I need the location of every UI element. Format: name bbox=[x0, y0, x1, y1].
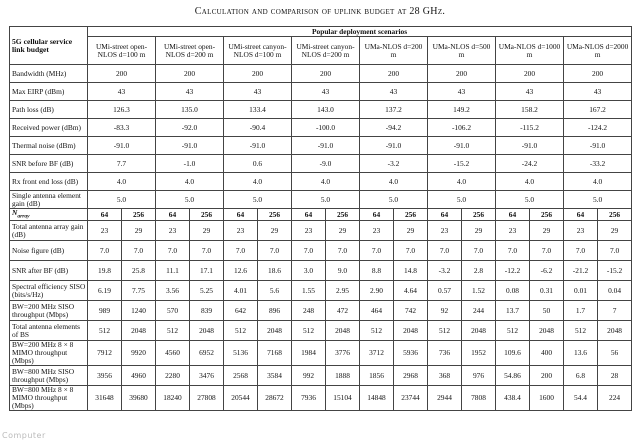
value-cell: 4.64 bbox=[394, 281, 428, 301]
value-cell: 512 bbox=[360, 321, 394, 341]
scenario-header-cell: UMi-street canyon-NLOS d=100 m bbox=[224, 37, 292, 65]
value-cell: 200 bbox=[88, 65, 156, 83]
value-cell: 2048 bbox=[462, 321, 496, 341]
table-row bbox=[10, 261, 632, 281]
value-cell: 109.6 bbox=[496, 341, 530, 366]
value-cell: 43 bbox=[428, 83, 496, 101]
value-cell: 7808 bbox=[462, 386, 496, 411]
value-cell: 7936 bbox=[292, 386, 326, 411]
value-cell: 5.25 bbox=[190, 281, 224, 301]
value-cell: 17.1 bbox=[190, 261, 224, 281]
value-cell: 3776 bbox=[326, 341, 360, 366]
value-cell: 7.0 bbox=[394, 241, 428, 261]
value-cell: 158.2 bbox=[496, 101, 564, 119]
value-cell: 4.0 bbox=[292, 173, 360, 191]
value-cell: 5.0 bbox=[428, 191, 496, 209]
value-cell: 43 bbox=[224, 83, 292, 101]
value-cell: 2048 bbox=[190, 321, 224, 341]
table-row bbox=[10, 366, 632, 386]
narray-value-cell: 64 bbox=[496, 209, 530, 221]
value-cell: -15.2 bbox=[598, 261, 632, 281]
value-cell: 7.0 bbox=[190, 241, 224, 261]
scenario-header-cell: UMa-NLOS d=500 m bbox=[428, 37, 496, 65]
value-cell: 7.0 bbox=[326, 241, 360, 261]
value-cell: 0.04 bbox=[598, 281, 632, 301]
value-cell: 224 bbox=[598, 386, 632, 411]
value-cell: 7.0 bbox=[292, 241, 326, 261]
value-cell: 989 bbox=[88, 301, 122, 321]
value-cell: 15104 bbox=[326, 386, 360, 411]
value-cell: -91.0 bbox=[496, 137, 564, 155]
value-cell: 2.8 bbox=[462, 261, 496, 281]
table-row bbox=[10, 241, 632, 261]
value-cell: 143.0 bbox=[292, 101, 360, 119]
value-cell: 2048 bbox=[530, 321, 564, 341]
value-cell: 200 bbox=[292, 65, 360, 83]
value-cell: -100.0 bbox=[292, 119, 360, 137]
value-cell: 18240 bbox=[156, 386, 190, 411]
value-cell: 56 bbox=[598, 341, 632, 366]
value-cell: 7.0 bbox=[258, 241, 292, 261]
value-cell: 4.0 bbox=[156, 173, 224, 191]
value-cell: 18.6 bbox=[258, 261, 292, 281]
value-cell: 7.0 bbox=[564, 241, 598, 261]
table-row bbox=[10, 321, 632, 341]
row-label-cell: BW=800 MHz SISO throughput (Mbps) bbox=[10, 366, 88, 386]
value-cell: 5.0 bbox=[156, 191, 224, 209]
table-row bbox=[10, 341, 632, 366]
value-cell: 200 bbox=[530, 366, 564, 386]
value-cell: 25.8 bbox=[122, 261, 156, 281]
value-cell: 29 bbox=[530, 221, 564, 241]
value-cell: 7912 bbox=[88, 341, 122, 366]
value-cell: 4.01 bbox=[224, 281, 258, 301]
value-cell: 3.56 bbox=[156, 281, 190, 301]
value-cell: 7.0 bbox=[462, 241, 496, 261]
narray-value-cell: 64 bbox=[224, 209, 258, 221]
header-row-group bbox=[10, 27, 632, 37]
narray-value-cell: 64 bbox=[564, 209, 598, 221]
value-cell: 23 bbox=[360, 221, 394, 241]
value-cell: 23 bbox=[428, 221, 462, 241]
value-cell: 6952 bbox=[190, 341, 224, 366]
row-label-cell: Received power (dBm) bbox=[10, 119, 88, 137]
value-cell: 200 bbox=[564, 65, 632, 83]
table-row bbox=[10, 281, 632, 301]
value-cell: -91.0 bbox=[564, 137, 632, 155]
value-cell: 7 bbox=[598, 301, 632, 321]
scenario-header-cell: UMa-NLOS d=2000 m bbox=[564, 37, 632, 65]
header-group-cell: Popular deployment scenarios bbox=[88, 27, 632, 37]
value-cell: -33.2 bbox=[564, 155, 632, 173]
value-cell: 742 bbox=[394, 301, 428, 321]
value-cell: 7168 bbox=[258, 341, 292, 366]
table-row bbox=[10, 386, 632, 411]
value-cell: 2048 bbox=[122, 321, 156, 341]
value-cell: 5.0 bbox=[496, 191, 564, 209]
value-cell: 642 bbox=[224, 301, 258, 321]
value-cell: 43 bbox=[292, 83, 360, 101]
value-cell: 7.0 bbox=[496, 241, 530, 261]
value-cell: 4.0 bbox=[496, 173, 564, 191]
row-label-cell: BW=200 MHz 8 × 8 MIMO throughput (Mbps) bbox=[10, 341, 88, 366]
value-cell: 0.31 bbox=[530, 281, 564, 301]
row-label-cell: BW=800 MHz 8 × 8 MIMO throughput (Mbps) bbox=[10, 386, 88, 411]
value-cell: 5136 bbox=[224, 341, 258, 366]
value-cell: 14848 bbox=[360, 386, 394, 411]
value-cell: 2048 bbox=[326, 321, 360, 341]
narray-value-cell: 256 bbox=[326, 209, 360, 221]
watermark: Computer bbox=[2, 431, 46, 440]
value-cell: 472 bbox=[326, 301, 360, 321]
value-cell: 1952 bbox=[462, 341, 496, 366]
narray-value-cell: 256 bbox=[394, 209, 428, 221]
value-cell: 512 bbox=[496, 321, 530, 341]
value-cell: 512 bbox=[224, 321, 258, 341]
value-cell: 43 bbox=[360, 83, 428, 101]
scenario-header-cell: UMa-NLOS d=1000 m bbox=[496, 37, 564, 65]
value-cell: 0.57 bbox=[428, 281, 462, 301]
uplink-budget-table bbox=[9, 26, 632, 411]
value-cell: 7.0 bbox=[224, 241, 258, 261]
value-cell: 11.1 bbox=[156, 261, 190, 281]
value-cell: 7.7 bbox=[88, 155, 156, 173]
scenario-header-cell: UMi-street open-NLOS d=100 m bbox=[88, 37, 156, 65]
value-cell: 5936 bbox=[394, 341, 428, 366]
value-cell: 43 bbox=[564, 83, 632, 101]
value-cell: 4.0 bbox=[88, 173, 156, 191]
value-cell: 2.90 bbox=[360, 281, 394, 301]
row-label-cell: Spectral efficiency SISO (bits/s/Hz) bbox=[10, 281, 88, 301]
scenario-header-cell: UMa-NLOS d=200 m bbox=[360, 37, 428, 65]
value-cell: 1888 bbox=[326, 366, 360, 386]
value-cell: 9.0 bbox=[326, 261, 360, 281]
value-cell: 135.0 bbox=[156, 101, 224, 119]
value-cell: 23 bbox=[156, 221, 190, 241]
value-cell: 4.0 bbox=[360, 173, 428, 191]
value-cell: -12.2 bbox=[496, 261, 530, 281]
value-cell: 39680 bbox=[122, 386, 156, 411]
table-row bbox=[10, 191, 632, 209]
scenario-header-cell: UMi-street open-NLOS d=200 m bbox=[156, 37, 224, 65]
narray-value-cell: 256 bbox=[122, 209, 156, 221]
value-cell: 368 bbox=[428, 366, 462, 386]
value-cell: -3.2 bbox=[360, 155, 428, 173]
value-cell: -1.0 bbox=[156, 155, 224, 173]
value-cell: -21.2 bbox=[564, 261, 598, 281]
value-cell: 5.0 bbox=[224, 191, 292, 209]
value-cell: 14.8 bbox=[394, 261, 428, 281]
narray-value-cell: 64 bbox=[360, 209, 394, 221]
value-cell: 7.0 bbox=[156, 241, 190, 261]
value-cell: -24.2 bbox=[496, 155, 564, 173]
value-cell: 248 bbox=[292, 301, 326, 321]
value-cell: 54.86 bbox=[496, 366, 530, 386]
value-cell: 7.0 bbox=[122, 241, 156, 261]
narray-value-cell: 64 bbox=[292, 209, 326, 221]
row-label-cell: SNR before BF (dB) bbox=[10, 155, 88, 173]
value-cell: 31648 bbox=[88, 386, 122, 411]
value-cell: -91.0 bbox=[292, 137, 360, 155]
value-cell: 5.0 bbox=[88, 191, 156, 209]
value-cell: 126.3 bbox=[88, 101, 156, 119]
narray-value-cell: 256 bbox=[598, 209, 632, 221]
value-cell: 7.0 bbox=[428, 241, 462, 261]
value-cell: 29 bbox=[598, 221, 632, 241]
value-cell: 512 bbox=[88, 321, 122, 341]
table-row bbox=[10, 155, 632, 173]
row-label-cell: SNR after BF (dB) bbox=[10, 261, 88, 281]
value-cell: -15.2 bbox=[428, 155, 496, 173]
value-cell: -3.2 bbox=[428, 261, 462, 281]
row-label-cell: BW=200 MHz SISO throughput (Mbps) bbox=[10, 301, 88, 321]
value-cell: 512 bbox=[292, 321, 326, 341]
value-cell: 464 bbox=[360, 301, 394, 321]
value-cell: 2968 bbox=[394, 366, 428, 386]
value-cell: -91.0 bbox=[360, 137, 428, 155]
row-label-cell: Thermal noise (dBm) bbox=[10, 137, 88, 155]
value-cell: 512 bbox=[428, 321, 462, 341]
value-cell: 976 bbox=[462, 366, 496, 386]
table-body bbox=[10, 27, 632, 411]
narray-value-cell: 256 bbox=[190, 209, 224, 221]
value-cell: 29 bbox=[122, 221, 156, 241]
value-cell: 7.0 bbox=[360, 241, 394, 261]
row-label-cell: Bandwidth (MHz) bbox=[10, 65, 88, 83]
value-cell: 2048 bbox=[258, 321, 292, 341]
header-row-scenarios bbox=[10, 37, 632, 65]
value-cell: 1.55 bbox=[292, 281, 326, 301]
value-cell: 20544 bbox=[224, 386, 258, 411]
value-cell: 8.8 bbox=[360, 261, 394, 281]
narray-value-cell: 256 bbox=[530, 209, 564, 221]
value-cell: 28 bbox=[598, 366, 632, 386]
value-cell: 29 bbox=[326, 221, 360, 241]
value-cell: 28672 bbox=[258, 386, 292, 411]
table-row bbox=[10, 65, 632, 83]
narray-row bbox=[10, 209, 632, 221]
value-cell: 2944 bbox=[428, 386, 462, 411]
value-cell: 43 bbox=[88, 83, 156, 101]
value-cell: 7.0 bbox=[598, 241, 632, 261]
value-cell: 23 bbox=[88, 221, 122, 241]
value-cell: 200 bbox=[428, 65, 496, 83]
row-label-cell: Total antenna array gain (dB) bbox=[10, 221, 88, 241]
value-cell: 5.0 bbox=[360, 191, 428, 209]
value-cell: 4.0 bbox=[428, 173, 496, 191]
value-cell: 570 bbox=[156, 301, 190, 321]
value-cell: 4.0 bbox=[564, 173, 632, 191]
value-cell: 13.6 bbox=[564, 341, 598, 366]
value-cell: 29 bbox=[462, 221, 496, 241]
value-cell: 2048 bbox=[394, 321, 428, 341]
value-cell: 7.0 bbox=[88, 241, 122, 261]
row-label-cell: Noise figure (dB) bbox=[10, 241, 88, 261]
value-cell: -92.0 bbox=[156, 119, 224, 137]
value-cell: 149.2 bbox=[428, 101, 496, 119]
value-cell: 1600 bbox=[530, 386, 564, 411]
narray-label: N bbox=[12, 208, 18, 217]
header-corner-cell: 5G cellular service link budget bbox=[10, 27, 88, 65]
value-cell: -91.0 bbox=[88, 137, 156, 155]
value-cell: 19.8 bbox=[88, 261, 122, 281]
narray-value-cell: 64 bbox=[88, 209, 122, 221]
value-cell: 992 bbox=[292, 366, 326, 386]
value-cell: 736 bbox=[428, 341, 462, 366]
value-cell: 5.0 bbox=[292, 191, 360, 209]
value-cell: 0.6 bbox=[224, 155, 292, 173]
value-cell: 6.19 bbox=[88, 281, 122, 301]
narray-value-cell: 256 bbox=[258, 209, 292, 221]
value-cell: -94.2 bbox=[360, 119, 428, 137]
value-cell: -91.0 bbox=[156, 137, 224, 155]
value-cell: 92 bbox=[428, 301, 462, 321]
value-cell: 29 bbox=[394, 221, 428, 241]
value-cell: 2048 bbox=[598, 321, 632, 341]
value-cell: 438.4 bbox=[496, 386, 530, 411]
value-cell: 3712 bbox=[360, 341, 394, 366]
value-cell: -91.0 bbox=[224, 137, 292, 155]
value-cell: -91.0 bbox=[428, 137, 496, 155]
value-cell: 5.0 bbox=[564, 191, 632, 209]
table-row bbox=[10, 301, 632, 321]
value-cell: 200 bbox=[156, 65, 224, 83]
value-cell: 3956 bbox=[88, 366, 122, 386]
value-cell: 200 bbox=[496, 65, 564, 83]
value-cell: 2568 bbox=[224, 366, 258, 386]
row-label-cell: Path loss (dB) bbox=[10, 101, 88, 119]
narray-value-cell: 256 bbox=[462, 209, 496, 221]
value-cell: 23744 bbox=[394, 386, 428, 411]
value-cell: 200 bbox=[224, 65, 292, 83]
value-cell: 50 bbox=[530, 301, 564, 321]
value-cell: 13.7 bbox=[496, 301, 530, 321]
value-cell: 167.2 bbox=[564, 101, 632, 119]
value-cell: 43 bbox=[156, 83, 224, 101]
value-cell: -124.2 bbox=[564, 119, 632, 137]
value-cell: -90.4 bbox=[224, 119, 292, 137]
value-cell: 133.4 bbox=[224, 101, 292, 119]
value-cell: 1984 bbox=[292, 341, 326, 366]
value-cell: 27808 bbox=[190, 386, 224, 411]
value-cell: 1.52 bbox=[462, 281, 496, 301]
value-cell: -106.2 bbox=[428, 119, 496, 137]
row-label-cell: Single antenna element gain (dB) bbox=[10, 191, 88, 209]
narray-label-cell bbox=[10, 209, 88, 221]
value-cell: 4960 bbox=[122, 366, 156, 386]
narray-value-cell: 64 bbox=[156, 209, 190, 221]
value-cell: 12.6 bbox=[224, 261, 258, 281]
value-cell: 200 bbox=[360, 65, 428, 83]
table-row bbox=[10, 173, 632, 191]
value-cell: 1856 bbox=[360, 366, 394, 386]
value-cell: 23 bbox=[292, 221, 326, 241]
value-cell: 6.8 bbox=[564, 366, 598, 386]
value-cell: 512 bbox=[564, 321, 598, 341]
row-label-cell: Total antenna elements of BS bbox=[10, 321, 88, 341]
table-row bbox=[10, 221, 632, 241]
row-label-cell: Rx front end loss (dB) bbox=[10, 173, 88, 191]
value-cell: -9.0 bbox=[292, 155, 360, 173]
value-cell: 3.0 bbox=[292, 261, 326, 281]
value-cell: 4560 bbox=[156, 341, 190, 366]
value-cell: 137.2 bbox=[360, 101, 428, 119]
value-cell: 1240 bbox=[122, 301, 156, 321]
value-cell: 512 bbox=[156, 321, 190, 341]
value-cell: 2280 bbox=[156, 366, 190, 386]
value-cell: 29 bbox=[258, 221, 292, 241]
value-cell: 9920 bbox=[122, 341, 156, 366]
value-cell: 896 bbox=[258, 301, 292, 321]
value-cell: 5.6 bbox=[258, 281, 292, 301]
table-caption: Calculation and comparison of uplink budget at 28 GHz. bbox=[194, 6, 446, 17]
table-row bbox=[10, 137, 632, 155]
value-cell: 23 bbox=[564, 221, 598, 241]
scenario-header-cell: UMi-street canyon-NLOS d=200 m bbox=[292, 37, 360, 65]
value-cell: 2.95 bbox=[326, 281, 360, 301]
value-cell: -6.2 bbox=[530, 261, 564, 281]
value-cell: -83.3 bbox=[88, 119, 156, 137]
value-cell: 400 bbox=[530, 341, 564, 366]
table-row bbox=[10, 101, 632, 119]
value-cell: 3584 bbox=[258, 366, 292, 386]
value-cell: 3476 bbox=[190, 366, 224, 386]
table-row bbox=[10, 119, 632, 137]
value-cell: 839 bbox=[190, 301, 224, 321]
table-row bbox=[10, 83, 632, 101]
narray-value-cell: 64 bbox=[428, 209, 462, 221]
value-cell: 244 bbox=[462, 301, 496, 321]
value-cell: 7.0 bbox=[530, 241, 564, 261]
value-cell: 23 bbox=[224, 221, 258, 241]
value-cell: 0.08 bbox=[496, 281, 530, 301]
value-cell: -115.2 bbox=[496, 119, 564, 137]
value-cell: 0.01 bbox=[564, 281, 598, 301]
narray-label-sub: array bbox=[17, 213, 30, 220]
value-cell: 7.75 bbox=[122, 281, 156, 301]
row-label-cell: Max EIRP (dBm) bbox=[10, 83, 88, 101]
value-cell: 1.7 bbox=[564, 301, 598, 321]
value-cell: 4.0 bbox=[224, 173, 292, 191]
value-cell: 43 bbox=[496, 83, 564, 101]
value-cell: 54.4 bbox=[564, 386, 598, 411]
value-cell: 23 bbox=[496, 221, 530, 241]
value-cell: 29 bbox=[190, 221, 224, 241]
